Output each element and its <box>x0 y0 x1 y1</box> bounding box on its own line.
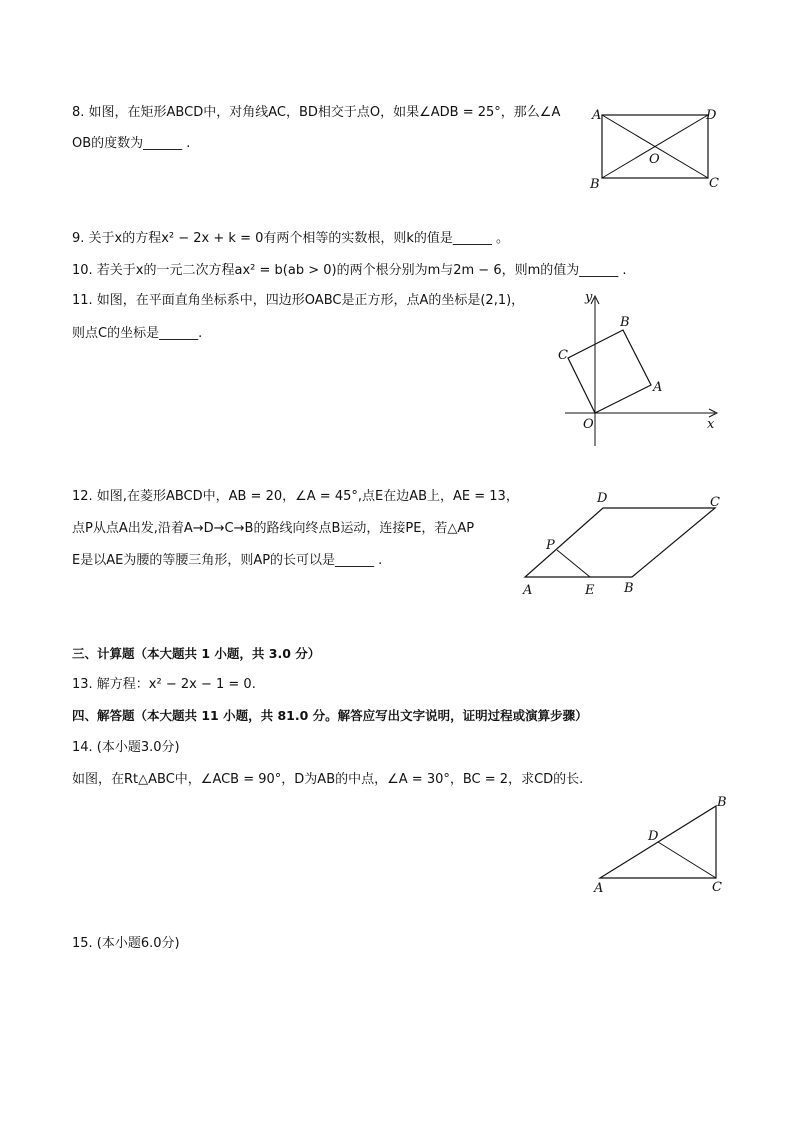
label-c: C <box>710 495 720 510</box>
label-c: C <box>709 176 719 191</box>
label-o: O <box>583 417 594 432</box>
label-y: y <box>585 290 593 305</box>
q14-triangle-figure <box>588 792 738 897</box>
label-b: B <box>624 581 634 596</box>
square-oabc <box>568 330 651 413</box>
label-b: B <box>717 795 727 810</box>
label-c: C <box>712 880 722 895</box>
q8-line2: OB的度数为______ . <box>72 136 191 151</box>
label-a: A <box>592 108 602 123</box>
label-a: A <box>523 583 533 598</box>
label-a: A <box>653 380 663 395</box>
label-d: D <box>597 491 608 506</box>
q12-line2: 点P从点A出发,沿着A→D→C→B的路线向终点B运动，连接PE，若△AP <box>72 521 475 536</box>
q8-rectangle-figure <box>585 100 725 195</box>
q12-line3: E是以AE为腰的等腰三角形，则AP的长可以是______ . <box>72 553 383 568</box>
label-b: B <box>620 315 630 330</box>
q12-rhombus-figure <box>515 488 730 603</box>
q12-line1: 12. 如图,在菱形ABCD中，AB = 20，∠A = 45°,点E在边AB上，AE = 13， <box>72 489 519 504</box>
label-b: B <box>590 177 600 192</box>
q11-line2: 则点C的坐标是______. <box>72 326 203 341</box>
label-c: C <box>558 348 568 363</box>
q9-line1: 9. 关于x的方程x² − 2x + k = 0有两个相等的实数根，则k的值是______ 。 <box>72 231 510 246</box>
label-d: D <box>706 108 717 123</box>
q14-score: 14. (本小题3.0分) <box>72 740 180 755</box>
q13-line1: 13. 解方程：x² − 2x − 1 = 0. <box>72 677 256 692</box>
segment-pe <box>557 550 590 577</box>
label-e: E <box>585 583 595 598</box>
label-d: D <box>648 829 659 844</box>
section3-title: 三、计算题（本大题共 1 小题，共 3.0 分） <box>72 646 321 661</box>
q15-score: 15. (本小题6.0分) <box>72 936 180 951</box>
section4-title: 四、解答题（本大题共 11 小题，共 81.0 分。解答应写出文字说明，证明过程或演算步骤） <box>72 708 588 723</box>
segment-cd <box>658 842 716 878</box>
q10-line1: 10. 若关于x的一元二次方程ax² = b(ab > 0)的两个根分别为m与2m − 6，则m的值为______ . <box>72 263 627 278</box>
label-x: x <box>707 417 715 432</box>
label-a: A <box>594 881 604 896</box>
q11-line1: 11. 如图，在平面直角坐标系中，四边形OABC是正方形，点A的坐标是(2,1)， <box>72 293 525 308</box>
q8-line1: 8. 如图，在矩形ABCD中，对角线AC，BD相交于点O，如果∠ADB = 25°，那么∠A <box>72 105 561 120</box>
q14-line1: 如图，在Rt△ABC中，∠ACB = 90°，D为AB的中点，∠A = 30°，BC = 2，求CD的长. <box>72 772 584 787</box>
q11-coordinate-figure <box>555 288 730 453</box>
label-o: O <box>649 152 660 167</box>
label-p: P <box>546 538 555 553</box>
